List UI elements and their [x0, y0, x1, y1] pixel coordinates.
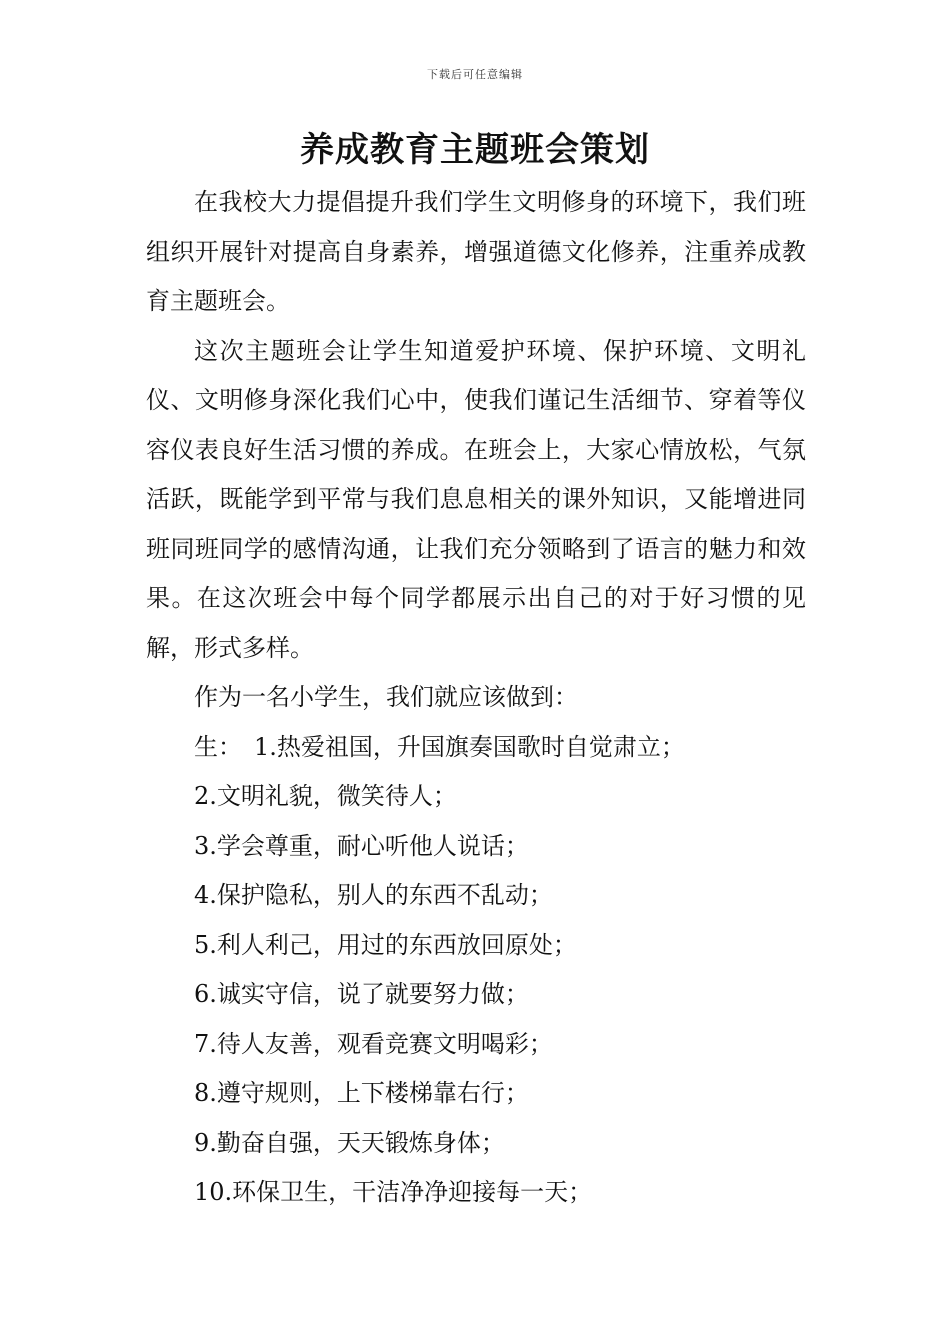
list-item: 7.待人友善，观看竞赛文明喝彩； [194, 1029, 553, 1058]
list-item: 10.环保卫生，干洁净净迎接每一天； [194, 1178, 593, 1206]
list-item: 4.保护隐私，别人的东西不乱动； [194, 881, 553, 909]
list-item: 3.学会尊重，耐心听他人说话； [194, 831, 529, 860]
document-body [146, 178, 806, 1218]
list-item: 2.文明礼貌，微笑待人； [194, 782, 457, 810]
list-item: 生： 1.热爱祖国，升国旗奏国歌时自觉肃立； [194, 732, 685, 761]
paragraph-summary: 这次主题班会让学生知道爱护环境、保护环境、文明礼仪、文明修身深化我们心中，使我们谨记生活细节、穿着等仪容仪表良好生活习惯的养成。在班会上，大家心情放松，气氛活跃，既能学到平常与我们息息相关的课外知识，又能增进同班同班同学的感情沟通，让我们充分领略到了语言的魅力和效果。在这次班会中每个同学都展示出自己的对于好习惯的见解，形式多样。 [146, 336, 806, 662]
document-title: 养成教育主题班会策划 [300, 130, 650, 170]
list-item: 6.诚实守信，说了就要努力做； [194, 980, 529, 1008]
list-item: 5.利人利己，用过的东西放回原处； [194, 930, 577, 959]
list-intro: 作为一名小学生，我们就应该做到： [194, 683, 578, 711]
header-note: 下载后可任意编辑 [427, 68, 523, 81]
list-item: 8.遵守规则，上下楼梯靠右行； [194, 1079, 529, 1107]
list-item: 9.勤奋自强，天天锻炼身体； [194, 1128, 505, 1157]
paragraph-intro: 在我校大力提倡提升我们学生文明修身的环境下，我们班组织开展针对提高自身素养，增强道德文化修养，注重养成教育主题班会。 [146, 188, 806, 315]
